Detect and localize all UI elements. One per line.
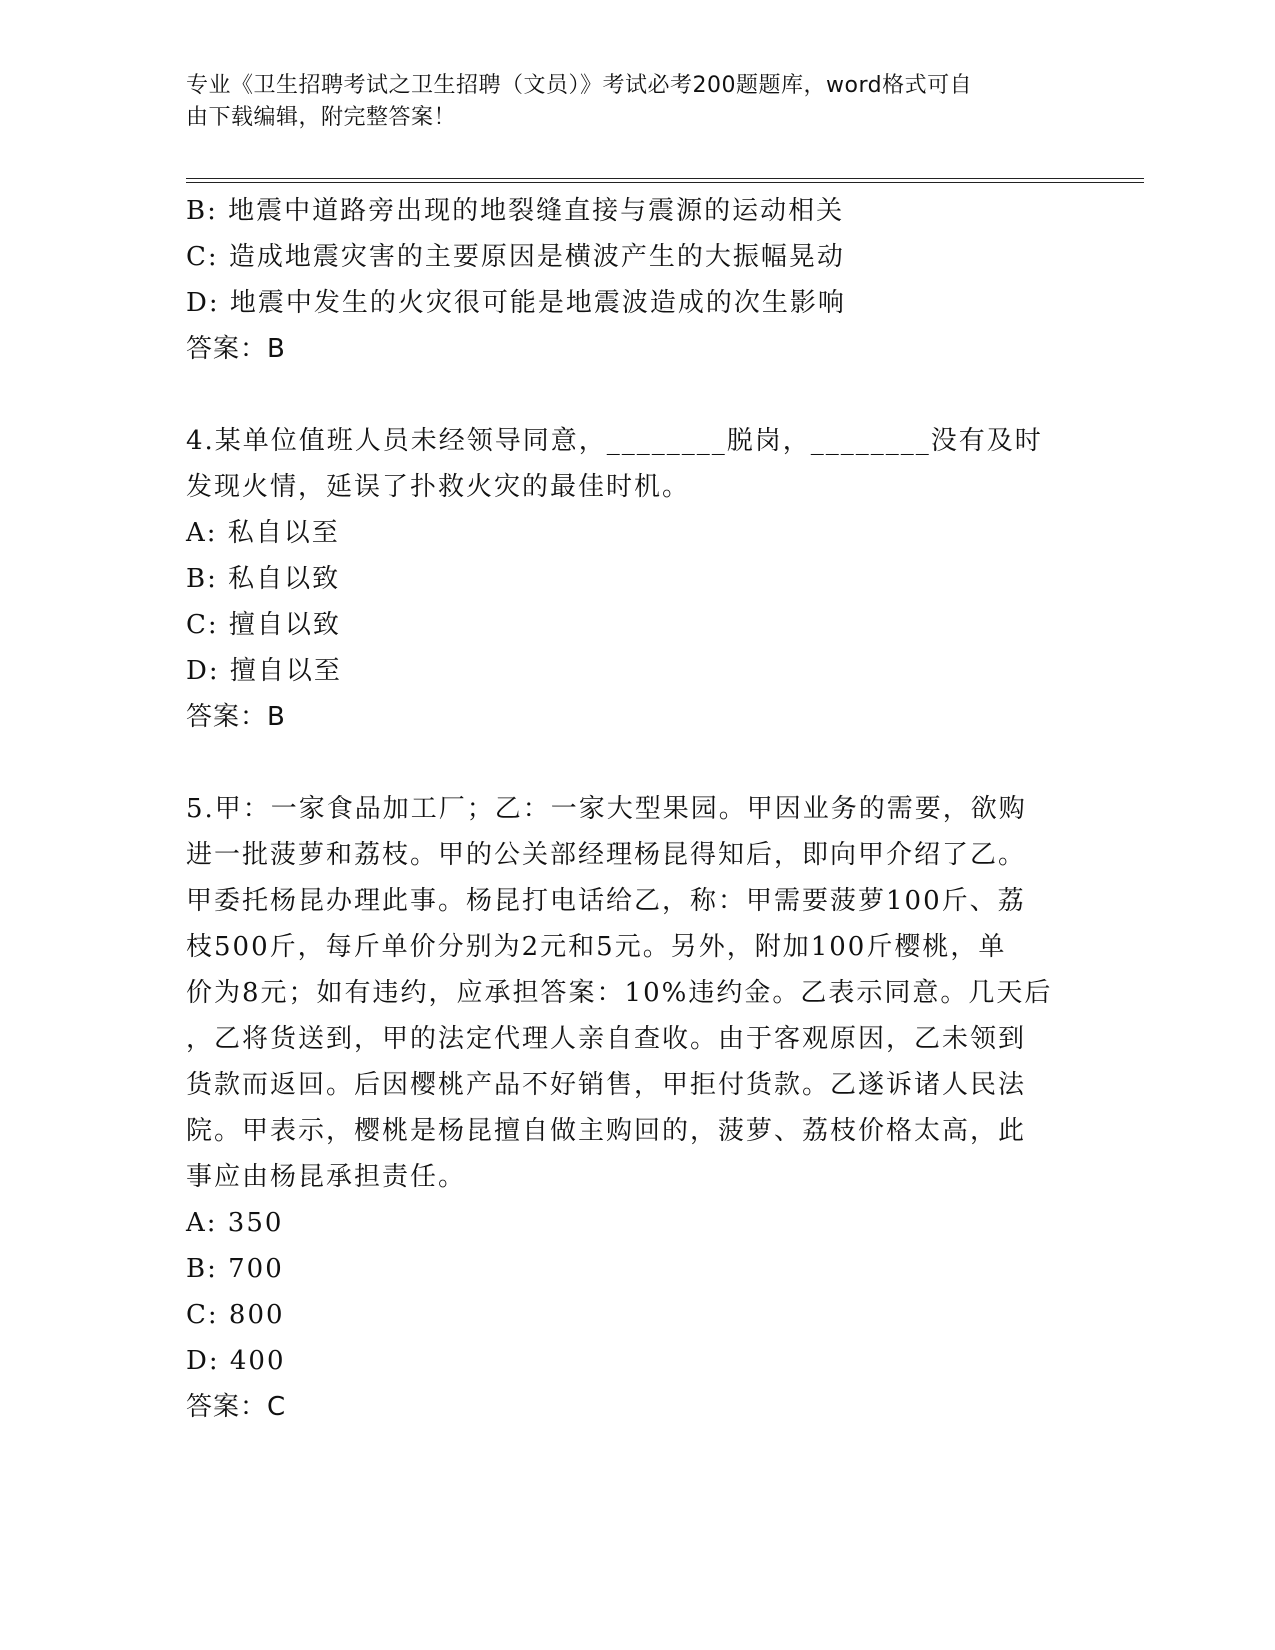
option-b: B: 地震中道路旁出现的地裂缝直接与震源的运动相关 — [186, 196, 845, 226]
header-divider-top — [186, 178, 1144, 179]
header-title-line-1: 专业《卫生招聘考试之卫生招聘（文员）》考试必考200题题库，word格式可自 — [186, 73, 973, 98]
question-text-line: 进一批菠萝和荔枝。甲的公关部经理杨昆得知后，即向甲介绍了乙。 — [186, 840, 1027, 870]
question-text-line: 枝500斤，每斤单价分别为2元和5元。另外，附加100斤樱桃，单 — [186, 932, 1007, 962]
option-b: B: 700 — [186, 1254, 284, 1284]
question-text-line: 货款而返回。后因樱桃产品不好销售，甲拒付货款。乙遂诉诸人民法 — [186, 1070, 1027, 1100]
question-text-line: ，乙将货送到，甲的法定代理人亲自查收。由于客观原因，乙未领到 — [186, 1024, 1027, 1054]
answer-label: 答案：B — [186, 334, 286, 364]
question-3-continued — [186, 188, 1066, 372]
option-a: A: 350 — [186, 1208, 284, 1238]
option-a: A: 私自以至 — [186, 518, 340, 548]
question-4 — [186, 418, 1066, 740]
option-c: C: 造成地震灾害的主要原因是横波产生的大振幅晃动 — [186, 242, 845, 272]
document-header — [186, 70, 1066, 134]
question-text-line: 事应由杨昆承担责任。 — [186, 1162, 467, 1192]
document-body — [186, 188, 1066, 1430]
question-text-line: 价为8元；如有违约，应承担答案：10%违约金。乙表示同意。几天后 — [186, 978, 1053, 1008]
question-text-line: 甲委托杨昆办理此事。杨昆打电话给乙，称：甲需要菠萝100斤、荔 — [186, 886, 1026, 916]
question-5 — [186, 786, 1066, 1430]
option-d: D: 400 — [186, 1346, 286, 1376]
option-c: C: 800 — [186, 1300, 285, 1330]
answer-label: 答案：B — [186, 702, 286, 732]
question-text-line: 5.甲：一家食品加工厂；乙：一家大型果园。甲因业务的需要，欲购 — [186, 794, 1027, 824]
question-text-line: 发现火情，延误了扑救火灾的最佳时机。 — [186, 472, 691, 502]
question-text-line: 院。甲表示，樱桃是杨昆擅自做主购回的，菠萝、荔枝价格太高，此 — [186, 1116, 1027, 1146]
option-c: C: 擅自以致 — [186, 610, 341, 640]
header-divider-bottom — [186, 182, 1144, 183]
question-text-line: 4.某单位值班人员未经领导同意，________脱岗，________没有及时 — [186, 426, 1043, 456]
option-d: D: 擅自以至 — [186, 656, 342, 686]
answer-label: 答案：C — [186, 1392, 287, 1422]
option-d: D: 地震中发生的火灾很可能是地震波造成的次生影响 — [186, 288, 846, 318]
option-b: B: 私自以致 — [186, 564, 341, 594]
header-title-line-2: 由下载编辑，附完整答案！ — [186, 105, 457, 130]
